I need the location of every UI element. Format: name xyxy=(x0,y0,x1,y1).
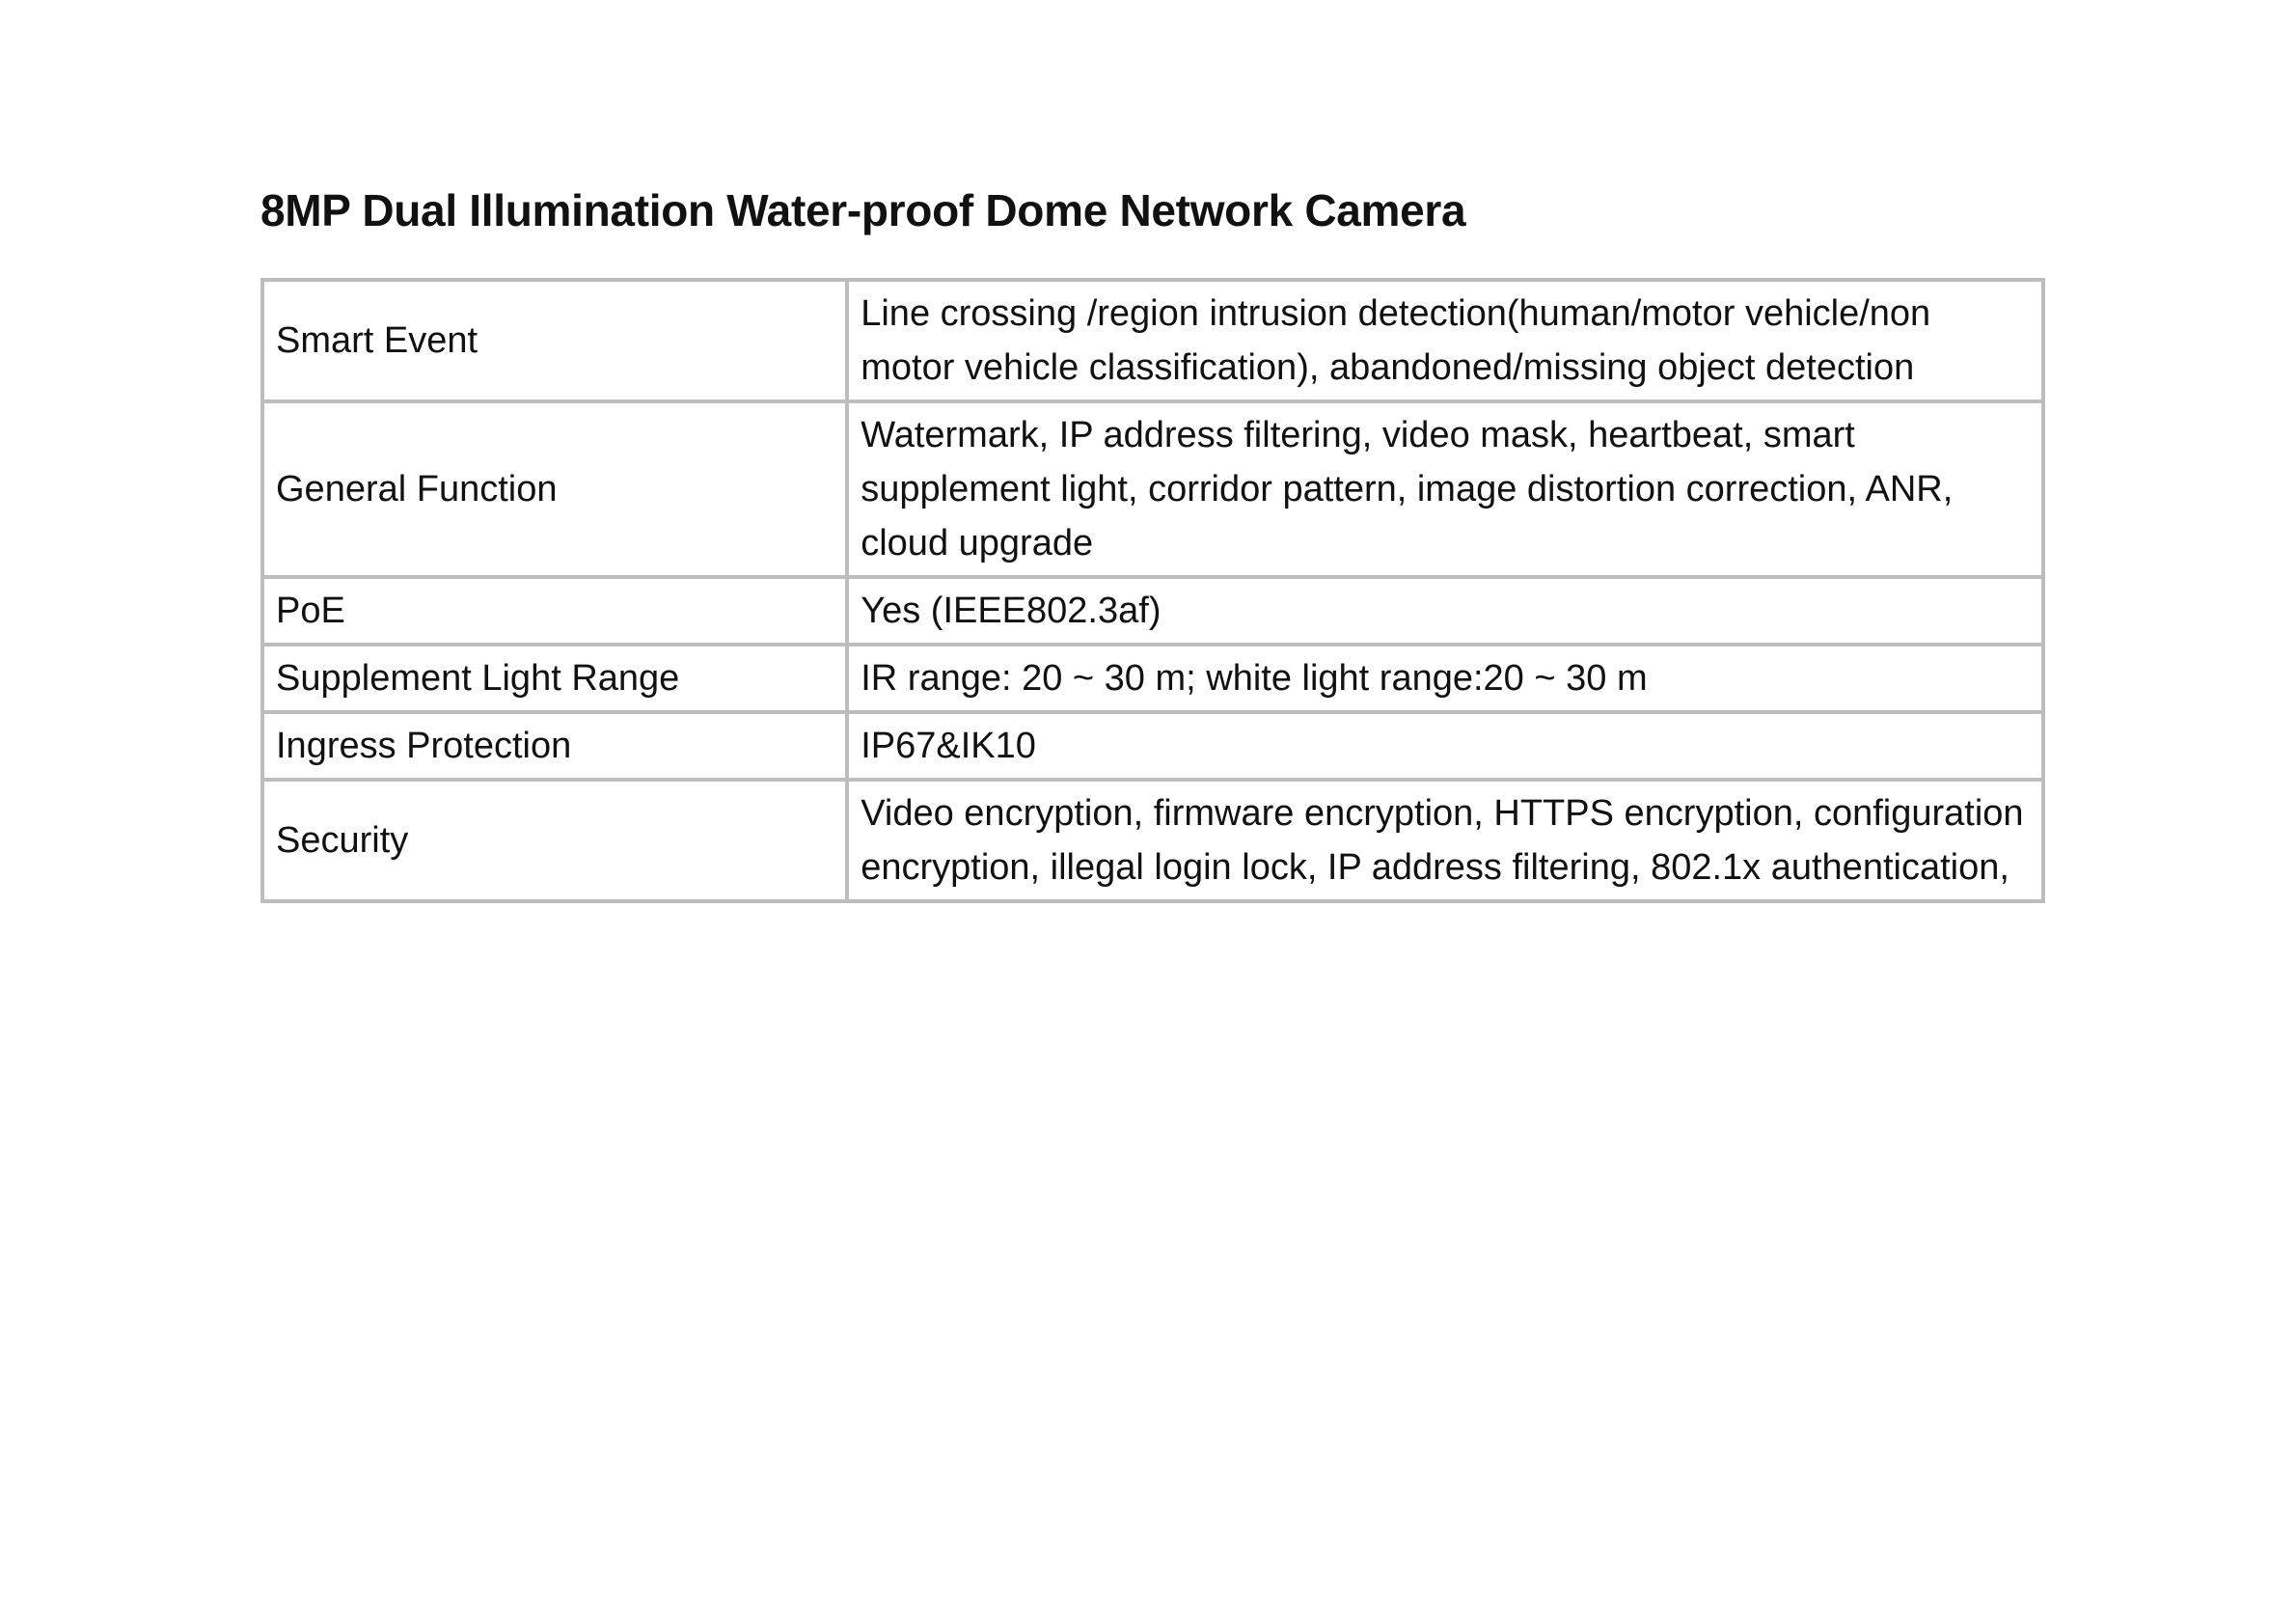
spec-value: Yes (IEEE802.3af) xyxy=(847,577,2043,645)
table-row xyxy=(262,780,2043,901)
table-row xyxy=(262,712,2043,780)
spec-table xyxy=(260,278,2045,903)
spec-label: Smart Event xyxy=(262,280,847,401)
table-row xyxy=(262,401,2043,577)
table-row xyxy=(262,577,2043,645)
spec-label: PoE xyxy=(262,577,847,645)
spec-value: Video encryption, firmware encryption, HTTPS encryption, configuration encryption, illegal login lock, IP address filtering, 802.1x authentication, xyxy=(847,780,2043,901)
spec-label: General Function xyxy=(262,401,847,577)
document-page xyxy=(260,181,2045,903)
document-title: 8MP Dual Illumination Water-proof Dome Network Camera xyxy=(260,185,1466,235)
spec-value: IP67&IK10 xyxy=(847,712,2043,780)
spec-value: IR range: 20 ~ 30 m; white light range:20 ~ 30 m xyxy=(847,645,2043,712)
spec-label: Security xyxy=(262,780,847,901)
table-row xyxy=(262,645,2043,712)
table-row xyxy=(262,280,2043,401)
spec-value: Watermark, IP address filtering, video mask, heartbeat, smart supplement light, corridor pattern, image distortion correction, ANR, cloud upgrade xyxy=(847,401,2043,577)
spec-label: Ingress Protection xyxy=(262,712,847,780)
spec-label: Supplement Light Range xyxy=(262,645,847,712)
spec-value: Line crossing /region intrusion detection(human/motor vehicle/non motor vehicle classification), abandoned/missing object detection xyxy=(847,280,2043,401)
